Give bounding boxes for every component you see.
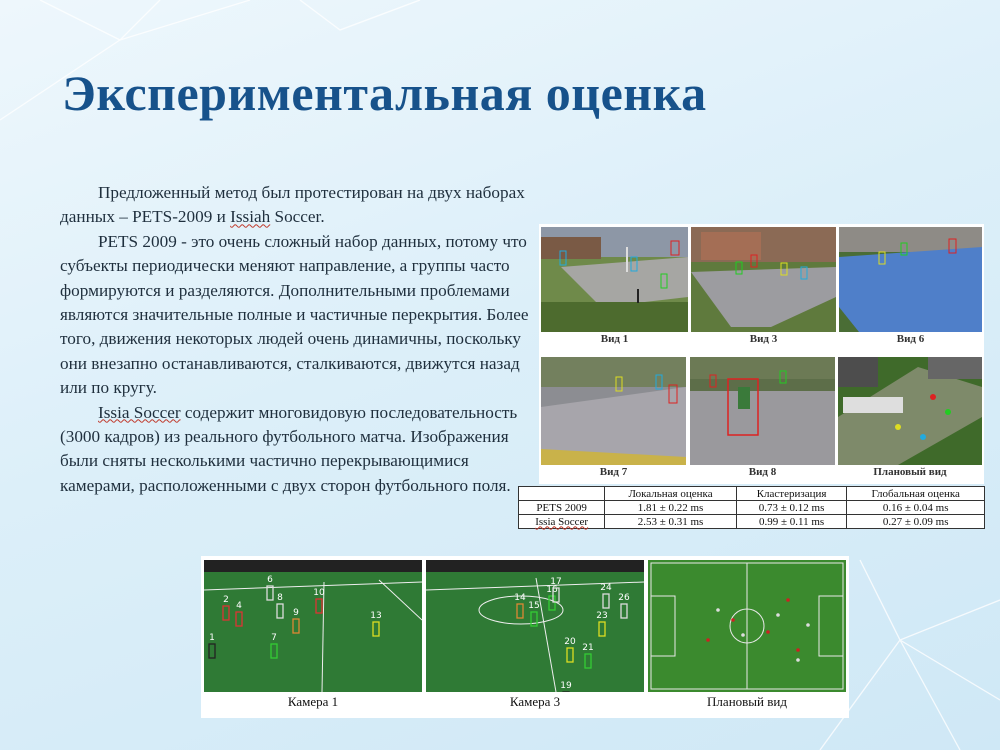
paragraph-3 — [60, 401, 538, 499]
issiah-word: Issiah — [230, 207, 271, 227]
soccer-cameras-figure — [201, 556, 849, 718]
view-3-caption: Вид 3 — [749, 333, 778, 345]
player-id-label: 23 — [596, 611, 608, 621]
player-id-label: 14 — [514, 593, 526, 603]
view-1-caption: Вид 1 — [600, 333, 629, 345]
player-id-label: 10 — [313, 588, 325, 598]
table-cell — [519, 515, 605, 529]
view-7-caption: Вид 7 — [599, 466, 628, 478]
player-id-label: 20 — [564, 637, 576, 647]
table-row — [519, 515, 985, 529]
player-id-label: 1 — [209, 633, 215, 643]
view-1 — [541, 227, 688, 349]
player-id-label: 8 — [277, 593, 283, 603]
table-header-clustering: Кластеризация — [736, 487, 847, 501]
view-8-image — [690, 357, 835, 465]
timing-table — [518, 486, 985, 529]
issia-word: Issia Soccer — [535, 515, 589, 528]
table-cell: 0.99 ± 0.11 ms — [736, 515, 847, 529]
player-id-label: 9 — [293, 608, 299, 618]
player-id-label: 19 — [560, 681, 572, 691]
player-id-label: 2 — [223, 595, 229, 605]
body-text — [60, 181, 538, 498]
paragraph-1-text: Предложенный метод был протестирован на двух наборах данных – PETS-2009 и — [60, 183, 525, 227]
table-cell: 0.73 ± 0.12 ms — [736, 501, 847, 515]
table-cell: 0.16 ± 0.04 ms — [847, 501, 985, 515]
view-7 — [541, 357, 686, 482]
view-6-image — [839, 227, 982, 332]
player-id-label: 24 — [600, 583, 612, 593]
player-id-label: 16 — [546, 585, 558, 595]
issia-soccer-word: Issia Soccer — [98, 402, 181, 422]
table-header-global: Глобальная оценка — [847, 487, 985, 501]
table-row — [519, 501, 985, 515]
table-header-local: Локальная оценка — [605, 487, 736, 501]
view-8 — [690, 357, 835, 482]
player-id-label: 26 — [618, 593, 630, 603]
camera-1-image — [204, 560, 422, 692]
player-id-label: 13 — [370, 611, 382, 621]
camera-3-caption: Камера 3 — [509, 694, 561, 709]
paragraph-1 — [60, 181, 538, 230]
table-cell: 2.53 ± 0.31 ms — [605, 515, 736, 529]
player-id-label: 4 — [236, 601, 242, 611]
view-3 — [691, 227, 836, 349]
slide-title: Экспериментальная оценка — [62, 65, 707, 121]
soccer-plan-view-caption: Плановый вид — [707, 694, 787, 709]
table-cell: 0.27 ± 0.09 ms — [847, 515, 985, 529]
table-header-empty — [519, 487, 605, 501]
paragraph-3-text: содержит многовидовую последовательность (3000 кадров) из реального футбольного матча. Изображения были сняты несколькими частично перекрывающимися камерами, расположенными с двух сторон футбольного поля. — [60, 402, 518, 495]
table-cell: 1.81 ± 0.22 ms — [605, 501, 736, 515]
view-3-image — [691, 227, 836, 332]
table-cell: PETS 2009 — [519, 501, 605, 515]
view-7-image — [541, 357, 686, 465]
pets-views-figure — [539, 224, 984, 484]
player-id-label: 15 — [528, 601, 540, 611]
paragraph-2: PETS 2009 - это очень сложный набор данных, потому что субъекты периодически меняют направление, а группы часто формируются и разделяются. Дополнительными проблемами являются значительные полные и частичные перекрытия. Более того, движения некоторых людей очень динамичны, поскольку они внезапно останавливаются, сталкиваются, движутся назад или по кругу. — [60, 231, 529, 398]
player-id-label: 7 — [271, 633, 277, 643]
camera-1-caption: Камера 1 — [287, 694, 339, 709]
plan-view-caption: Плановый вид — [873, 466, 947, 478]
player-id-label: 17 — [550, 577, 562, 587]
table-header-row — [519, 487, 985, 501]
view-6 — [839, 227, 982, 349]
paragraph-1-tail: Soccer. — [270, 207, 325, 227]
player-id-label: 21 — [582, 643, 594, 653]
view-8-caption: Вид 8 — [748, 466, 777, 478]
plan-view-image — [838, 357, 982, 465]
plan-view — [838, 357, 982, 482]
camera-3-image — [426, 560, 644, 692]
view-1-image — [541, 227, 688, 332]
soccer-plan-view-image — [648, 560, 846, 692]
player-id-label: 6 — [267, 575, 273, 585]
view-6-caption: Вид 6 — [896, 333, 925, 345]
